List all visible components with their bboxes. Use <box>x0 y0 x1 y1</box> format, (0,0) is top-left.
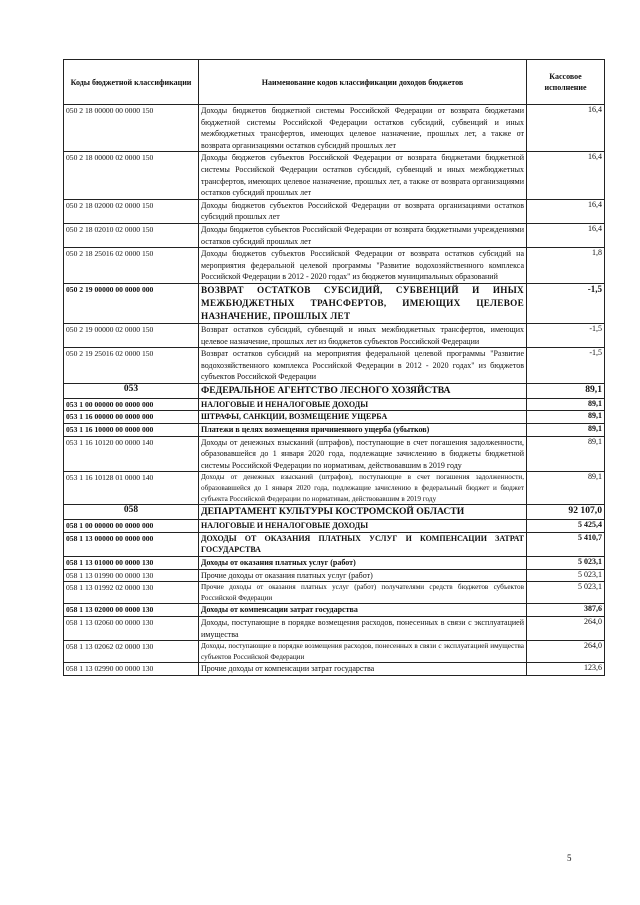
row-amount: 89,1 <box>527 472 605 505</box>
table-body <box>64 105 605 676</box>
page-number: 5 <box>567 853 572 863</box>
row-amount: 5 410,7 <box>527 532 605 556</box>
row-amount: 123,6 <box>527 663 605 676</box>
row-amount: 5 023,1 <box>527 569 605 582</box>
row-name: Доходы бюджетов бюджетной системы Российской Федерации от возврата бюджетами бюджетной системы Российской Федерации остатков субсидий, субвенций и иных межбюджетных трансфертов, имеющих целевое назначение, прошлых лет, а также от возврата организациями остатков субсидий прошлых лет <box>199 105 527 152</box>
row-code: 058 1 00 00000 00 0000 000 <box>64 520 199 533</box>
row-amount: 89,1 <box>527 436 605 472</box>
row-name: Прочие доходы от оказания платных услуг (работ) получателями средств бюджетов субъектов Российской Федерации <box>199 582 527 604</box>
row-amount: 5 023,1 <box>527 582 605 604</box>
row-code: 050 2 19 00000 02 0000 150 <box>64 323 199 347</box>
row-name: НАЛОГОВЫЕ И НЕНАЛОГОВЫЕ ДОХОДЫ <box>199 520 527 533</box>
table-row <box>64 616 605 640</box>
row-code: 050 2 18 00000 02 0000 150 <box>64 152 199 199</box>
row-name: Прочие доходы от компенсации затрат государства <box>199 663 527 676</box>
row-code: 053 1 00 00000 00 0000 000 <box>64 398 199 411</box>
row-name: Доходы от оказания платных услуг (работ) <box>199 557 527 570</box>
row-code: 050 2 19 00000 00 0000 000 <box>64 283 199 323</box>
table-row <box>64 641 605 663</box>
row-amount: -1,5 <box>527 348 605 384</box>
row-name: Доходы от денежных взысканий (штрафов), поступающие в счет погашения задолженности, образовавшейся до 1 января 2020 года, подлежащие зачислению в бюджеты бюджетной системы Российской Федерации по нормативам, действовавшим в 2019 году <box>199 436 527 472</box>
row-name: ФЕДЕРАЛЬНОЕ АГЕНТСТВО ЛЕСНОГО ХОЗЯЙСТВА <box>199 383 527 398</box>
row-name: Доходы бюджетов субъектов Российской Федерации от возврата организациями остатков субсидий прошлых лет <box>199 199 527 223</box>
row-code: 050 2 18 00000 00 0000 150 <box>64 105 199 152</box>
row-code: 058 1 13 01992 02 0000 130 <box>64 582 199 604</box>
row-amount: -1,5 <box>527 283 605 323</box>
row-name: Доходы от денежных взысканий (штрафов), поступающие в счет погашения задолженности, образовавшейся до 1 января 2020 года, подлежащие зачислению в федеральный бюджет и бюджет субъекта Российской Федерации по нормативам, действовавшим в 2019 году <box>199 472 527 505</box>
row-code: 053 1 16 00000 00 0000 000 <box>64 411 199 424</box>
table-row <box>64 557 605 570</box>
row-code: 050 2 18 02000 02 0000 150 <box>64 199 199 223</box>
table-row <box>64 283 605 323</box>
table-row <box>64 199 605 223</box>
row-name: НАЛОГОВЫЕ И НЕНАЛОГОВЫЕ ДОХОДЫ <box>199 398 527 411</box>
row-amount: -1,5 <box>527 323 605 347</box>
revenue-table <box>63 59 605 676</box>
row-name: Возврат остатков субсидий на мероприятия федеральной целевой программы "Развитие водохозяйственного комплекса Российской Федерации в 2012 - 2020 годах" из бюджетов субъектов Российской Федерации <box>199 348 527 384</box>
row-code: 058 1 13 02062 02 0000 130 <box>64 641 199 663</box>
row-name: Доходы бюджетов субъектов Российской Федерации от возврата бюджетными учреждениями остатков субсидий прошлых лет <box>199 223 527 247</box>
table-row <box>64 248 605 284</box>
table-row <box>64 411 605 424</box>
row-code: 050 2 19 25016 02 0000 150 <box>64 348 199 384</box>
table-row <box>64 424 605 437</box>
table-row <box>64 505 605 520</box>
table-row <box>64 604 605 617</box>
table-row <box>64 105 605 152</box>
row-name: Доходы бюджетов субъектов Российской Федерации от возврата остатков субсидий на мероприятия федеральной целевой программы "Развитие водохозяйственного комплекса Российской Федерации в 2012 - 2020 годах" из бюджетов муниципальных образований <box>199 248 527 284</box>
row-code: 053 1 16 10000 00 0000 000 <box>64 424 199 437</box>
row-name: ВОЗВРАТ ОСТАТКОВ СУБСИДИЙ, СУБВЕНЦИЙ И ИНЫХ МЕЖБЮДЖЕТНЫХ ТРАНСФЕРТОВ, ИМЕЮЩИХ ЦЕЛЕВОЕ НАЗНАЧЕНИЕ, ПРОШЛЫХ ЛЕТ <box>199 283 527 323</box>
row-name: Платежи в целях возмещения причиненного ущерба (убытков) <box>199 424 527 437</box>
row-code: 053 <box>64 383 199 398</box>
header-amount: Кассовое исполнение <box>527 60 605 105</box>
table-row <box>64 663 605 676</box>
row-code: 058 1 13 00000 00 0000 000 <box>64 532 199 556</box>
row-code: 058 1 13 02000 00 0000 130 <box>64 604 199 617</box>
row-amount: 264,0 <box>527 641 605 663</box>
table-row <box>64 532 605 556</box>
row-amount: 92 107,0 <box>527 505 605 520</box>
row-amount: 89,1 <box>527 424 605 437</box>
row-amount: 387,6 <box>527 604 605 617</box>
table-row <box>64 383 605 398</box>
row-name: Доходы от компенсации затрат государства <box>199 604 527 617</box>
table-row <box>64 472 605 505</box>
table-row <box>64 152 605 199</box>
table-row <box>64 569 605 582</box>
row-name: Доходы бюджетов субъектов Российской Федерации от возврата бюджетами бюджетной системы Российской Федерации остатков субсидий, субвенций и иных межбюджетных трансфертов, имеющих целевое назначение, прошлых лет, а также от возврата организациями остатков субсидий прошлых лет <box>199 152 527 199</box>
row-amount: 16,4 <box>527 199 605 223</box>
row-code: 053 1 16 10128 01 0000 140 <box>64 472 199 505</box>
row-code: 058 <box>64 505 199 520</box>
row-code: 058 1 13 02060 00 0000 130 <box>64 616 199 640</box>
table-row <box>64 582 605 604</box>
row-code: 058 1 13 01000 00 0000 130 <box>64 557 199 570</box>
row-amount: 264,0 <box>527 616 605 640</box>
row-name: Прочие доходы от оказания платных услуг (работ) <box>199 569 527 582</box>
row-name: ДЕПАРТАМЕНТ КУЛЬТУРЫ КОСТРОМСКОЙ ОБЛАСТИ <box>199 505 527 520</box>
row-name: Доходы, поступающие в порядке возмещения расходов, понесенных в связи с эксплуатацией имущества <box>199 616 527 640</box>
table-row <box>64 223 605 247</box>
row-amount: 89,1 <box>527 383 605 398</box>
row-amount: 16,4 <box>527 152 605 199</box>
row-amount: 89,1 <box>527 411 605 424</box>
table-row <box>64 323 605 347</box>
row-amount: 5 023,1 <box>527 557 605 570</box>
row-amount: 16,4 <box>527 223 605 247</box>
header-name: Наименование кодов классификации доходов бюджетов <box>199 60 527 105</box>
row-code: 050 2 18 25016 02 0000 150 <box>64 248 199 284</box>
row-code: 058 1 13 01990 00 0000 130 <box>64 569 199 582</box>
row-name: ШТРАФЫ, САНКЦИИ, ВОЗМЕЩЕНИЕ УЩЕРБА <box>199 411 527 424</box>
row-code: 050 2 18 02010 02 0000 150 <box>64 223 199 247</box>
row-name: ДОХОДЫ ОТ ОКАЗАНИЯ ПЛАТНЫХ УСЛУГ И КОМПЕНСАЦИИ ЗАТРАТ ГОСУДАРСТВА <box>199 532 527 556</box>
table-row <box>64 348 605 384</box>
row-code: 058 1 13 02990 00 0000 130 <box>64 663 199 676</box>
table-row <box>64 398 605 411</box>
row-amount: 89,1 <box>527 398 605 411</box>
row-amount: 16,4 <box>527 105 605 152</box>
header-code: Коды бюджетной классификации <box>64 60 199 105</box>
row-name: Доходы, поступающие в порядке возмещения расходов, понесенных в связи с эксплуатацией имущества субъектов Российской Федерации <box>199 641 527 663</box>
table-row <box>64 520 605 533</box>
row-name: Возврат остатков субсидий, субвенций и иных межбюджетных трансфертов, имеющих целевое назначение, прошлых лет из бюджетов субъектов Российской Федерации <box>199 323 527 347</box>
row-code: 053 1 16 10120 00 0000 140 <box>64 436 199 472</box>
row-amount: 5 425,4 <box>527 520 605 533</box>
table-row <box>64 436 605 472</box>
row-amount: 1,8 <box>527 248 605 284</box>
table-header-row <box>64 60 605 105</box>
